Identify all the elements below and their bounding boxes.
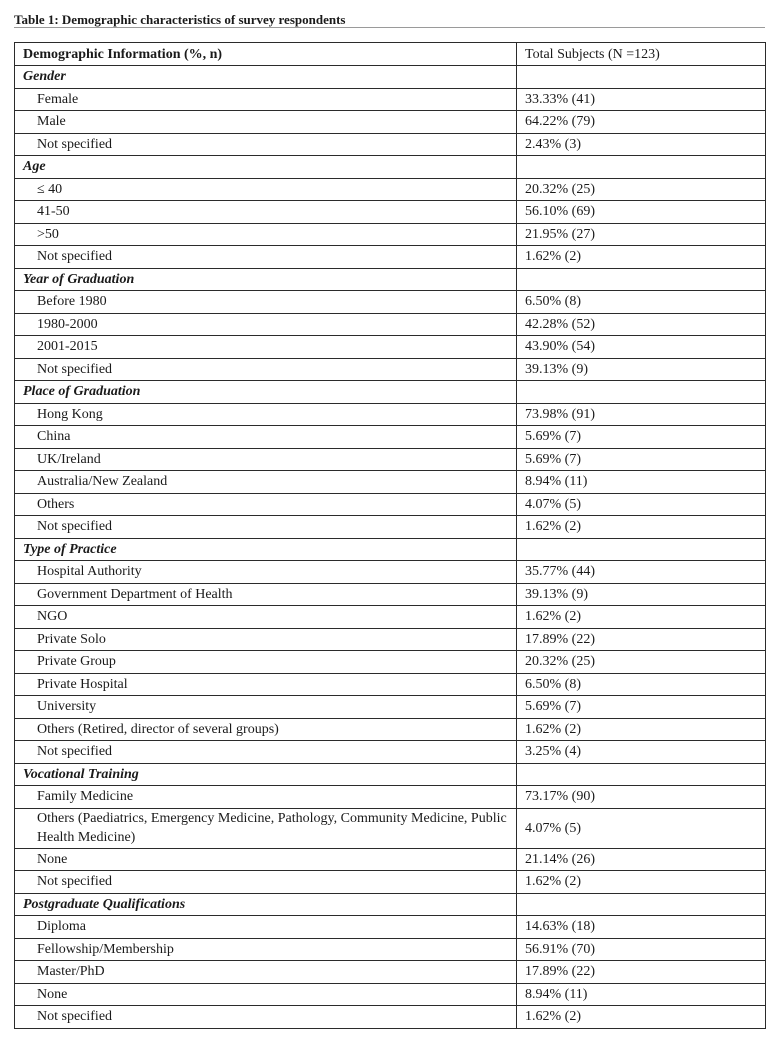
section-row bbox=[15, 268, 766, 291]
row-label: Others (Retired, director of several groups) bbox=[15, 718, 517, 741]
row-label: Hospital Authority bbox=[15, 561, 517, 584]
table-row bbox=[15, 336, 766, 359]
section-row bbox=[15, 538, 766, 561]
row-value: 21.95% (27) bbox=[517, 223, 766, 246]
section-empty-cell bbox=[517, 893, 766, 916]
row-value: 17.89% (22) bbox=[517, 628, 766, 651]
section-title: Age bbox=[15, 156, 517, 179]
row-value: 17.89% (22) bbox=[517, 961, 766, 984]
table-row bbox=[15, 426, 766, 449]
section-row bbox=[15, 381, 766, 404]
row-value: 1.62% (2) bbox=[517, 871, 766, 894]
table-row bbox=[15, 871, 766, 894]
row-value: 14.63% (18) bbox=[517, 916, 766, 939]
row-label: Family Medicine bbox=[15, 786, 517, 809]
row-value: 42.28% (52) bbox=[517, 313, 766, 336]
row-value: 56.10% (69) bbox=[517, 201, 766, 224]
row-label: Male bbox=[15, 111, 517, 134]
row-label: Hong Kong bbox=[15, 403, 517, 426]
table-row bbox=[15, 583, 766, 606]
table-row bbox=[15, 111, 766, 134]
row-label: Not specified bbox=[15, 741, 517, 764]
row-label: Female bbox=[15, 88, 517, 111]
row-value: 20.32% (25) bbox=[517, 178, 766, 201]
table-row bbox=[15, 403, 766, 426]
section-title: Year of Graduation bbox=[15, 268, 517, 291]
row-value: 39.13% (9) bbox=[517, 583, 766, 606]
table-row bbox=[15, 358, 766, 381]
row-value: 8.94% (11) bbox=[517, 471, 766, 494]
row-value: 73.98% (91) bbox=[517, 403, 766, 426]
row-value: 4.07% (5) bbox=[517, 808, 766, 848]
row-value: 1.62% (2) bbox=[517, 718, 766, 741]
table-row bbox=[15, 916, 766, 939]
table-row bbox=[15, 808, 766, 848]
row-value: 56.91% (70) bbox=[517, 938, 766, 961]
table-header-row bbox=[15, 43, 766, 66]
table-caption: Table 1: Demographic characteristics of survey respondents bbox=[14, 12, 346, 27]
section-title: Place of Graduation bbox=[15, 381, 517, 404]
row-value: 5.69% (7) bbox=[517, 696, 766, 719]
row-value: 4.07% (5) bbox=[517, 493, 766, 516]
row-label: Fellowship/Membership bbox=[15, 938, 517, 961]
row-value: 21.14% (26) bbox=[517, 848, 766, 871]
row-label: Not specified bbox=[15, 871, 517, 894]
row-label: None bbox=[15, 983, 517, 1006]
table-row bbox=[15, 938, 766, 961]
table-body bbox=[15, 43, 766, 1029]
row-value: 1.62% (2) bbox=[517, 1006, 766, 1029]
row-label: 1980-2000 bbox=[15, 313, 517, 336]
section-title: Gender bbox=[15, 66, 517, 89]
header-cell-total: Total Subjects (N =123) bbox=[517, 43, 766, 66]
table-row bbox=[15, 718, 766, 741]
row-label: Private Solo bbox=[15, 628, 517, 651]
section-empty-cell bbox=[517, 156, 766, 179]
row-value: 64.22% (79) bbox=[517, 111, 766, 134]
table-row bbox=[15, 291, 766, 314]
row-label: ≤ 40 bbox=[15, 178, 517, 201]
row-value: 35.77% (44) bbox=[517, 561, 766, 584]
section-title: Postgraduate Qualifications bbox=[15, 893, 517, 916]
row-value: 8.94% (11) bbox=[517, 983, 766, 1006]
section-empty-cell bbox=[517, 381, 766, 404]
section-row bbox=[15, 156, 766, 179]
row-value: 73.17% (90) bbox=[517, 786, 766, 809]
section-title: Type of Practice bbox=[15, 538, 517, 561]
row-label: Not specified bbox=[15, 246, 517, 269]
table-row bbox=[15, 606, 766, 629]
table-row bbox=[15, 983, 766, 1006]
row-label: >50 bbox=[15, 223, 517, 246]
row-label: Government Department of Health bbox=[15, 583, 517, 606]
row-value: 5.69% (7) bbox=[517, 426, 766, 449]
section-row bbox=[15, 763, 766, 786]
table-row bbox=[15, 88, 766, 111]
section-title: Vocational Training bbox=[15, 763, 517, 786]
row-label: UK/Ireland bbox=[15, 448, 517, 471]
table-row bbox=[15, 628, 766, 651]
row-label: Others bbox=[15, 493, 517, 516]
table-row bbox=[15, 673, 766, 696]
row-label: 41-50 bbox=[15, 201, 517, 224]
table-row bbox=[15, 651, 766, 674]
row-value: 20.32% (25) bbox=[517, 651, 766, 674]
table-row bbox=[15, 223, 766, 246]
table-row bbox=[15, 471, 766, 494]
row-label: Not specified bbox=[15, 1006, 517, 1029]
row-label: Not specified bbox=[15, 133, 517, 156]
row-value: 1.62% (2) bbox=[517, 606, 766, 629]
row-label: Master/PhD bbox=[15, 961, 517, 984]
section-row bbox=[15, 66, 766, 89]
row-value: 3.25% (4) bbox=[517, 741, 766, 764]
table-row bbox=[15, 313, 766, 336]
row-label: Before 1980 bbox=[15, 291, 517, 314]
caption-divider bbox=[14, 27, 765, 28]
section-empty-cell bbox=[517, 538, 766, 561]
row-value: 6.50% (8) bbox=[517, 291, 766, 314]
section-row bbox=[15, 893, 766, 916]
row-value: 1.62% (2) bbox=[517, 516, 766, 539]
section-empty-cell bbox=[517, 268, 766, 291]
row-value: 39.13% (9) bbox=[517, 358, 766, 381]
table-row bbox=[15, 786, 766, 809]
table-row bbox=[15, 696, 766, 719]
row-value: 2.43% (3) bbox=[517, 133, 766, 156]
table-row bbox=[15, 133, 766, 156]
table-row bbox=[15, 961, 766, 984]
row-label: Not specified bbox=[15, 516, 517, 539]
table-row bbox=[15, 741, 766, 764]
row-value: 1.62% (2) bbox=[517, 246, 766, 269]
table-row bbox=[15, 493, 766, 516]
table-row bbox=[15, 848, 766, 871]
row-value: 33.33% (41) bbox=[517, 88, 766, 111]
demographics-table bbox=[14, 42, 766, 1029]
row-value: 43.90% (54) bbox=[517, 336, 766, 359]
table-row bbox=[15, 561, 766, 584]
row-label: China bbox=[15, 426, 517, 449]
header-cell-demographic: Demographic Information (%, n) bbox=[15, 43, 517, 66]
row-label: Others (Paediatrics, Emergency Medicine, Pathology, Community Medicine, Public Health Medicine) bbox=[15, 808, 517, 848]
row-label: Not specified bbox=[15, 358, 517, 381]
row-value: 6.50% (8) bbox=[517, 673, 766, 696]
row-label: Australia/New Zealand bbox=[15, 471, 517, 494]
table-row bbox=[15, 178, 766, 201]
table-row bbox=[15, 516, 766, 539]
section-empty-cell bbox=[517, 763, 766, 786]
row-label: NGO bbox=[15, 606, 517, 629]
table-row bbox=[15, 201, 766, 224]
table-row bbox=[15, 1006, 766, 1029]
row-label: None bbox=[15, 848, 517, 871]
row-label: University bbox=[15, 696, 517, 719]
row-label: Diploma bbox=[15, 916, 517, 939]
table-row bbox=[15, 448, 766, 471]
row-label: Private Hospital bbox=[15, 673, 517, 696]
table-row bbox=[15, 246, 766, 269]
row-label: Private Group bbox=[15, 651, 517, 674]
row-value: 5.69% (7) bbox=[517, 448, 766, 471]
row-label: 2001-2015 bbox=[15, 336, 517, 359]
section-empty-cell bbox=[517, 66, 766, 89]
